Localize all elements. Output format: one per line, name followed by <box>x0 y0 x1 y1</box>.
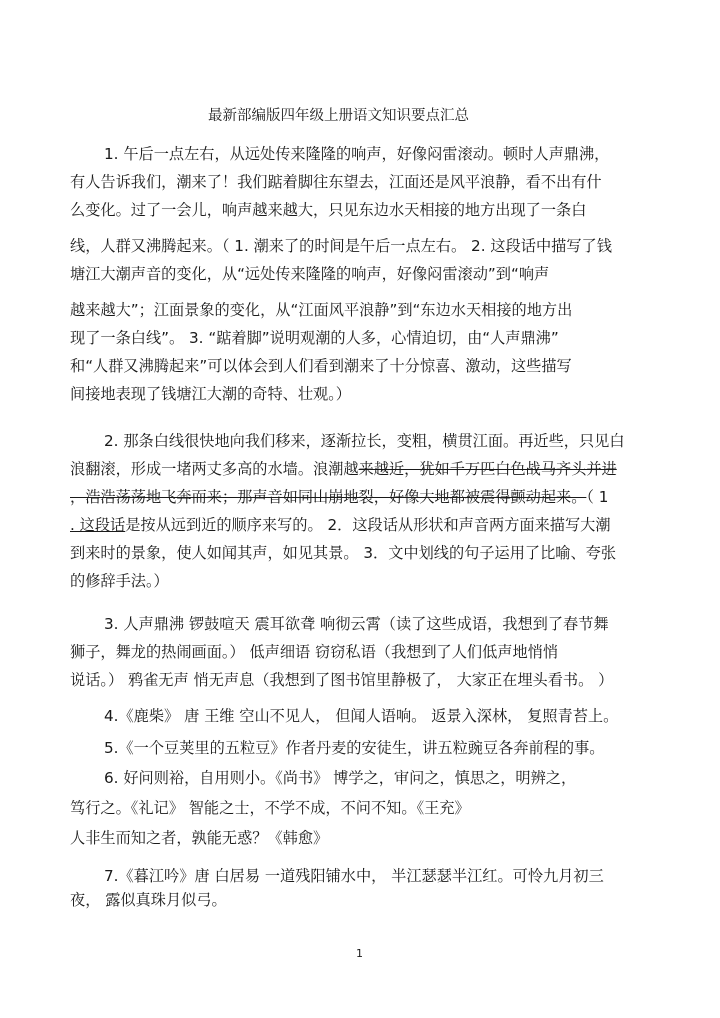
text-line: 现了一条白线”。 3. “踮着脚”说明观潮的人多，心情迫切，由“人声鼎沸” <box>70 329 559 347</box>
text-line: 6. 好问则裕，自用则小。《尚书》 博学之，审问之，慎思之，明辨之， <box>104 769 577 787</box>
text-line <box>70 515 611 535</box>
text-line: 越来越大”；江面景象的变化，从“江面风平浪静”到“东边水天相接的地方出 <box>70 301 573 319</box>
text-line: 塘江大潮声音的变化，从“远处传来隆隆的响声，好像闷雷滚动”到“响声 <box>70 265 550 283</box>
text-segment: （ 1 <box>586 488 609 506</box>
page-title: 最新部编版四年级上册语文知识要点汇总 <box>208 108 469 124</box>
text-segment: 浪翻滚，形成一堵两丈多高的水墙。浪潮越 <box>70 460 359 478</box>
text-line: 有人告诉我们，潮来了！我们踮着脚往东望去，江面还是风平浪静，看不出有什 <box>70 173 602 191</box>
text-line: 到来时的景象，使人如闻其声，如见其景。 3．文中划线的句子运用了比喻、夸张 <box>70 544 617 562</box>
paragraph-4: 4.《鹿柴》 唐 王维 空山不见人， 但闻人语响。 返景入深林， 复照青苔上。 <box>104 707 619 725</box>
text-line: 笃行之。《礼记》 智能之士，不学不成，不问不知。《王充》 <box>70 799 470 817</box>
paragraph-5: 5.《一个豆荚里的五粒豆》作者丹麦的安徒生，讲五粒豌豆各奔前程的事。 <box>104 739 605 757</box>
text-line: 的修辞手法。） <box>70 572 169 590</box>
text-line: 夜， 露似真珠月似弓。 <box>70 891 227 909</box>
text-line: 线，人群又沸腾起来。（ 1. 潮来了的时间是午后一点左右。 2. 这段话中描写了钱 <box>70 237 612 255</box>
strikethrough-text: 来越近，犹如千万匹白色战马齐头并进 <box>358 460 617 478</box>
text-line: 狮子，舞龙的热闹画面。） 低声细语 窃窃私语（我想到了人们低声地悄悄 <box>70 643 559 661</box>
text-line: 人非生而知之者，孰能无惑？《韩愈》 <box>70 829 329 847</box>
text-line: 3. 人声鼎沸 锣鼓喧天 震耳欲聋 响彻云霄（读了这些成语，我想到了春节舞 <box>104 615 609 633</box>
text-line: 2. 那条白线很快地向我们移来，逐渐拉长，变粗，横贯江面。再近些，只见白 <box>104 432 625 450</box>
text-line <box>70 459 617 479</box>
text-line: 1. 午后一点左右，从远处传来隆隆的响声，好像闷雷滚动。顿时人声鼎沸， <box>104 145 610 163</box>
text-line: 7.《暮江吟》唐 白居易 一道残阳铺水中， 半江瑟瑟半江红。可怜九月初三 <box>104 867 604 885</box>
text-line: 说话。） 鸦雀无声 悄无声息（我想到了图书馆里静极了， 大家正在埋头看书。 ） <box>70 671 614 689</box>
page-number: 1 <box>356 947 363 960</box>
text-segment: 是按从远到近的顺序来写的。 2．这段话从形状和声音两方面来描写大潮 <box>125 516 611 534</box>
text-line: 么变化。过了一会儿，响声越来越大，只见东边水天相接的地方出现了一条白 <box>70 201 587 219</box>
underlined-text: . 这段话 <box>70 516 126 534</box>
text-line <box>70 487 608 507</box>
strikethrough-text: ，浩浩荡荡地飞奔而来；那声音如同山崩地裂，好像大地都被震得颤动起来。 <box>70 488 587 506</box>
text-line: 间接地表现了钱塘江大潮的奇特、壮观。） <box>70 385 351 403</box>
text-line: 和“人群又沸腾起来”可以体会到人们看到潮来了十分惊喜、激动，这些描写 <box>70 357 572 375</box>
